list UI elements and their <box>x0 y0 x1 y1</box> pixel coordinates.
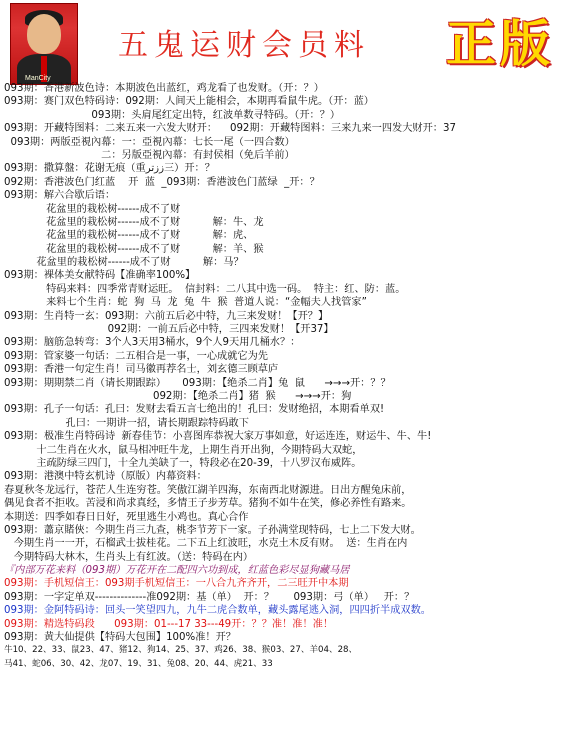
text-line: 093期：生肖特一玄：093期：六前五后必中特，九三来发财！【开？】 <box>4 310 329 322</box>
text-line: 偶见食者不拒收。苦浸和尚求真经，多情王子步芳草。猪狗不如牛在笑，修必养性有路来。 <box>4 498 412 510</box>
avatar-tag: ManCity <box>25 75 51 82</box>
text-line: 093期：裸体美女献特码【准确率100%】 <box>4 270 196 282</box>
text-line: 093期：极准生肖特码诗 新春佳节：小喜图库恭祝大家万事如意，好运连连，财运牛、牛、牛! <box>4 431 432 443</box>
text-line: 093期：黄大仙提供【特码大包围】100%准！开？ <box>4 632 236 644</box>
text-line: 093期：蕭京賭俠：今期生肖三九查，桃李节芳下一家。子孙满堂现特码，七上二下发大财。 <box>4 524 421 536</box>
text-line: 092期：一前五后必中特，三四来发财！【开37】 <box>4 324 334 336</box>
text-line: 093期：开藏特图料：二来五来一六发大财开： 092期：开藏特图料：三来九来一四发大财开：37 <box>4 123 456 135</box>
text-line: 093期：手机短信王：093期手机短信王：一八合九齐齐开，二三旺开中本期 <box>4 578 349 590</box>
text-line: 今期特码大林木，生肖头上有红波。（送：特码在内） <box>4 551 254 563</box>
text-line: 花盆里的栽松树------成不了财 解：羊、猴 <box>4 243 264 255</box>
text-line: 093期：脑筋急转弯：3个人3天用3桶水，9个人9天用几桶水？： <box>4 337 301 349</box>
text-line: 花盆里的栽松树------成不了财 <box>4 203 181 215</box>
text-line: 093期：头肩尾红定出特，红波单数寻特码。（开：？） <box>4 109 341 121</box>
text-line: 093期：精选特码段 093期：01---17 33---49开：？？准！准！准！ <box>4 618 334 630</box>
text-line: 『内部万花来料（093期）万花开在二配四六功到成，红蓝色彩尽显狗藏马居 <box>4 565 350 577</box>
text-line: 主疏防绿三四门，十全九美缺了一，特段必在20-39，十八罗汉布威阵。 <box>4 457 362 469</box>
text-line: 来料七个生肖：蛇 狗 马 龙 兔 牛 猴 普道人说：“金幅夫人找管家” <box>4 297 367 309</box>
text-line: 花盆里的栽松树------成不了财 解：虎、 <box>4 230 254 242</box>
text-line: 牛10、22、33、鼠23、47、猪12、狗14、25、37、鸡26、38、猴03、27、羊04、28、 <box>4 645 358 656</box>
text-line: 二：另版亞視內幕：有封侯相（免后羊前） <box>4 149 295 161</box>
text-line: 今期生肖一一开，石榴武士拔桂花。二下五上红波旺，水克土木反有财。 送：生肖在内 <box>4 538 408 550</box>
text-line: 孔曰：一期讲一招，请长期跟踪特码敢下 <box>4 417 249 429</box>
text-line: 本期送：四季如春日日好，死里逃生小鸡也。真心合作 <box>4 511 249 523</box>
text-line: 花盆里的栽松树------成不了财 解：马？ <box>4 257 244 269</box>
text-line: 马41、蛇06、30、42、龙07、19、31、兔08、20、44、虎21、33 <box>4 658 273 669</box>
text-line: 093期：港澳中特玄机诗（原版）内幕资料： <box>4 471 207 483</box>
header <box>0 0 573 88</box>
text-line: 093期：撒算盤：花谢无痕（重ززتر三）开：？ <box>4 163 215 175</box>
page-title: 五鬼运财会员料 <box>118 28 370 63</box>
text-line: 093期：两版亞視內幕：一：亞視內幕：七长一尾（一四合数） <box>4 136 295 148</box>
text-line: 093期：金阿特码诗：回头一笑望四九，九牛二虎合数单，藏头露尾逃入洞，四四折半成双数。 <box>4 605 431 617</box>
text-line: 春夏秋冬龙远行，苍茫人生连穷苍。笑傲江湖羊四海，东南西北财源进。日出方醒兔床前， <box>4 484 412 496</box>
text-line: 093期：香港新波色诗：本期波色出蓝红，鸡龙看了也发财。（开：？） <box>4 83 324 94</box>
text-line: 特码来料：四季常青财运旺。 信封料：二八其中选一码。 特主：红、防：蓝。 <box>4 283 406 295</box>
text-line: 093期：解六合歇后语： <box>4 190 116 202</box>
text-line: 093期：期期禁二肖（请长期跟踪） 093期：【绝杀二肖】兔 鼠 →→→开：？？ <box>4 377 391 389</box>
avatar <box>10 3 78 85</box>
content-lines <box>4 82 569 671</box>
text-line: 花盆里的栽松树------成不了财 解：牛、龙 <box>4 216 264 228</box>
text-line: 093期：香港一句定生肖！司马徽再荐名士，刘玄德三顾草庐 <box>4 364 279 376</box>
text-line: 092期：【绝杀二肖】猪 猴 →→→开：狗 <box>4 390 352 402</box>
text-line: 092期：香港波色门红蓝 开 蓝 _093期：香港波色门蓝绿 _开：？ <box>4 176 320 188</box>
text-line: 093期：孔子一句话：孔曰：发财去看五言七绝出的！孔曰：发财绝招，本期看单双! <box>4 404 385 416</box>
authentic-stamp: 正版 <box>446 15 554 73</box>
text-line: 十二生肖在火水，鼠马相冲旺牛龙，上期生肖开出狗，今期特码大双蛇， <box>4 444 363 456</box>
text-line: 093期：赛门双色特码诗：092期：人间天上能相会，本期再看鼠牛虎。（开：蓝） <box>4 96 374 108</box>
text-line: 093期：管家婆一句话：二五相合是一事，一心成就它为先 <box>4 350 268 362</box>
text-line: 093期：一字定单双--------------准092期：基（单） 开：？ 093期：弓（单） 开：？ <box>4 591 415 603</box>
